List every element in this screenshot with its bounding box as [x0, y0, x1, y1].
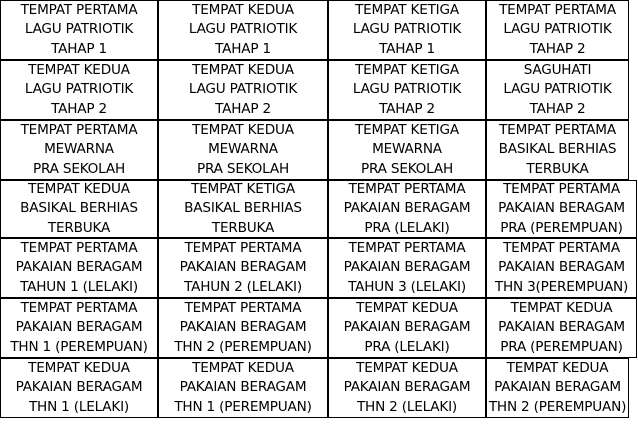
label-text: TEMPAT KEDUA PAKAIAN BERAGAM PRA (PEREMPUAN) [498, 299, 625, 355]
label-cell [0, 120, 158, 180]
label-cell [486, 120, 629, 180]
label-cell [328, 60, 486, 120]
label-cell [0, 238, 158, 298]
label-cell [486, 238, 637, 298]
label-cell [486, 358, 629, 418]
label-text: TEMPAT KEDUA MEWARNA PRA SEKOLAH [192, 121, 294, 177]
label-cell [486, 298, 637, 358]
label-text: TEMPAT KEDUA LAGU PATRIOTIK TAHAP 2 [188, 61, 298, 117]
label-cell [0, 298, 158, 358]
label-cell [0, 358, 158, 418]
label-text: TEMPAT KETIGA LAGU PATRIOTIK TAHAP 2 [352, 61, 462, 117]
label-text: TEMPAT PERTAMA LAGU PATRIOTIK TAHAP 1 [20, 1, 138, 57]
label-text: TEMPAT PERTAMA PAKAIAN BERAGAM PRA (PEREMPUAN) [498, 180, 625, 236]
label-text: TEMPAT PERTAMA PAKAIAN BERAGAM THN 2 (PEREMPUAN) [174, 299, 312, 355]
label-text: TEMPAT KEDUA BASIKAL BERHIAS TERBUKA [20, 180, 138, 236]
label-text: TEMPAT KEDUA PAKAIAN BERAGAM THN 1 (LELAKI) [15, 359, 143, 415]
label-text: TEMPAT KEDUA PAKAIAN BERAGAM THN 2 (LELAKI) [343, 359, 471, 415]
label-text: TEMPAT KETIGA MEWARNA PRA SEKOLAH [355, 121, 459, 177]
label-cell [0, 180, 158, 238]
label-text: TEMPAT PERTAMA BASIKAL BERHIAS TERBUKA [498, 121, 617, 177]
label-cell [486, 180, 637, 238]
label-cell [486, 0, 629, 60]
label-text: TEMPAT PERTAMA PAKAIAN BERAGAM TAHUN 2 (LELAKI) [179, 239, 307, 295]
label-cell [0, 60, 158, 120]
label-text: TEMPAT PERTAMA PAKAIAN BERAGAM THN 3(PEREMPUAN) [494, 239, 629, 295]
label-text: TEMPAT KEDUA LAGU PATRIOTIK TAHAP 1 [188, 1, 298, 57]
label-cell [158, 120, 328, 180]
label-cell [158, 60, 328, 120]
label-cell [158, 358, 328, 418]
label-text: TEMPAT PERTAMA PAKAIAN BERAGAM TAHUN 3 (LELAKI) [343, 239, 471, 295]
label-cell [328, 120, 486, 180]
label-cell [158, 298, 328, 358]
label-cell [328, 238, 486, 298]
label-text: TEMPAT PERTAMA PAKAIAN BERAGAM PRA (LELAKI) [343, 180, 471, 236]
label-text: TEMPAT KETIGA BASIKAL BERHIAS TERBUKA [184, 180, 302, 236]
label-text: TEMPAT PERTAMA PAKAIAN BERAGAM TAHUN 1 (LELAKI) [15, 239, 143, 295]
label-text: TEMPAT PERTAMA MEWARNA PRA SEKOLAH [20, 121, 138, 177]
label-cell [328, 358, 486, 418]
label-text: TEMPAT KEDUA PAKAIAN BERAGAM THN 1 (PEREMPUAN) [174, 359, 312, 415]
label-text: TEMPAT KEDUA PAKAIAN BERAGAM PRA (LELAKI) [343, 299, 471, 355]
label-cell [328, 0, 486, 60]
label-text: TEMPAT KEDUA PAKAIAN BERAGAM THN 2 (PEREMPUAN) [488, 359, 627, 415]
label-text: TEMPAT KEDUA LAGU PATRIOTIK TAHAP 2 [24, 61, 134, 117]
label-cell [486, 60, 629, 120]
label-text: TEMPAT KETIGA LAGU PATRIOTIK TAHAP 1 [352, 1, 462, 57]
label-cell [158, 238, 328, 298]
label-cell [0, 0, 158, 60]
label-cell [328, 298, 486, 358]
label-text: SAGUHATI LAGU PATRIOTIK TAHAP 2 [503, 61, 612, 117]
label-cell [158, 0, 328, 60]
label-cell [328, 180, 486, 238]
label-text: TEMPAT PERTAMA LAGU PATRIOTIK TAHAP 2 [499, 1, 616, 57]
label-text: TEMPAT PERTAMA PAKAIAN BERAGAM THN 1 (PEREMPUAN) [10, 299, 148, 355]
label-cell [158, 180, 328, 238]
